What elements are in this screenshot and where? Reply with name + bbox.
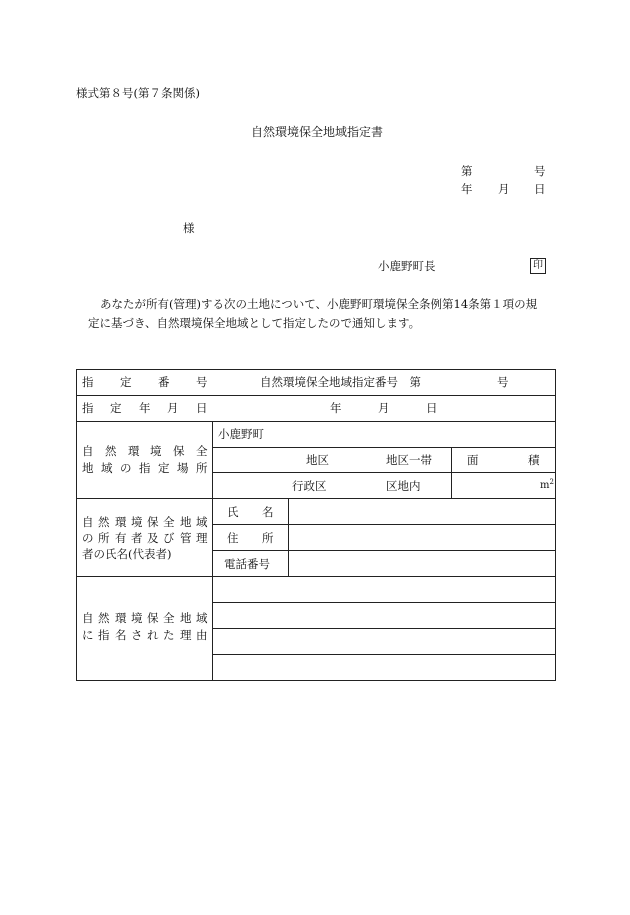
owner-name-label-1: 氏: [227, 505, 239, 519]
label-owner-1-1: 自: [82, 515, 94, 529]
label-designation-date-2: 定: [110, 401, 122, 415]
label-location-2-5: 定: [158, 461, 170, 475]
label-owner-1-3: 環: [115, 515, 127, 529]
label-owner-3: 者の氏名(代表者): [82, 547, 172, 561]
table-rule: [212, 602, 556, 603]
designation-date-year: 年: [330, 401, 342, 415]
body-text-line-2: 定に基づき、自然環境保全地域として指定したので通知します。: [88, 316, 421, 330]
owner-address-label-1: 住: [227, 531, 239, 545]
label-location-1-3: 環: [128, 444, 140, 458]
label-owner-1-4: 境: [131, 515, 143, 529]
town-name: 小鹿野町: [218, 427, 264, 441]
issuer-name: 小鹿野町長: [378, 259, 436, 273]
label-location-2-7: 所: [196, 461, 208, 475]
label-reason-1-6: 全: [163, 611, 175, 625]
owner-name-label-2: 名: [262, 505, 274, 519]
date-month: 月: [498, 182, 510, 196]
body-text-line-1: あなたが所有(管理)する次の土地について、小鹿野町環境保全条例第14条第１項の規: [100, 297, 538, 311]
area-unit-base: m: [540, 480, 550, 491]
label-reason-2-6: た: [163, 628, 175, 642]
label-location-1-6: 全: [196, 444, 208, 458]
table-rule: [76, 498, 556, 499]
label-owner-1-5: 保: [147, 515, 159, 529]
label-designation-number-1: 指: [82, 375, 94, 389]
table-rule: [212, 628, 556, 629]
label-reason-1-1: 自: [82, 611, 94, 625]
label-reason-1-2: 然: [98, 611, 110, 625]
table-border: [76, 369, 556, 370]
label-owner-2-8: 理: [196, 531, 208, 545]
district-area-label: 地区一帯: [386, 453, 432, 467]
label-location-1-4: 境: [150, 444, 162, 458]
label-location-2-3: の: [120, 461, 132, 475]
label-owner-2-5: 及: [147, 531, 159, 545]
admin-district-label: 行政区: [292, 479, 327, 493]
label-location-2-2: 域: [101, 461, 113, 475]
table-rule: [76, 395, 556, 396]
label-owner-2-7: 管: [180, 531, 192, 545]
table-border: [76, 680, 556, 681]
area-label-2: 積: [528, 453, 540, 467]
within-district-label: 区地内: [386, 479, 421, 493]
seal-stamp: 印: [530, 258, 546, 274]
area-unit-superscript: 2: [549, 478, 554, 486]
label-designation-date-3: 年: [139, 401, 151, 415]
label-owner-1-2: 然: [98, 515, 110, 529]
label-designation-number-4: 号: [196, 375, 208, 389]
label-reason-2-3: 名: [115, 628, 127, 642]
area-unit: [540, 479, 554, 493]
district-label: 地区: [306, 453, 329, 467]
label-reason-1-8: 域: [196, 611, 208, 625]
table-rule: [212, 524, 556, 525]
label-reason-2-4: さ: [131, 628, 143, 642]
label-location-2-1: 地: [82, 461, 94, 475]
label-designation-number-2: 定: [120, 375, 132, 389]
table-border: [555, 369, 556, 681]
label-designation-date-5: 日: [196, 401, 208, 415]
label-owner-2-6: び: [163, 531, 175, 545]
doc-number-suffix: 号: [534, 164, 546, 178]
label-owner-1-7: 地: [180, 515, 192, 529]
label-reason-1-7: 地: [180, 611, 192, 625]
label-reason-1-5: 保: [147, 611, 159, 625]
table-rule: [76, 576, 556, 577]
label-owner-1-6: 全: [163, 515, 175, 529]
designation-date-month: 月: [378, 401, 390, 415]
label-location-1-1: 自: [82, 444, 94, 458]
label-reason-2-5: れ: [147, 628, 159, 642]
label-owner-2-3: 有: [115, 531, 127, 545]
label-reason-2-1: に: [82, 628, 94, 642]
label-location-1-5: 保: [173, 444, 185, 458]
table-border: [76, 369, 77, 681]
label-designation-date-4: 月: [167, 401, 179, 415]
designation-number-suffix: 号: [497, 375, 509, 389]
table-rule: [212, 550, 556, 551]
label-owner-2-4: 者: [131, 531, 143, 545]
table-rule: [212, 654, 556, 655]
document-title: 自然環境保全地域指定書: [251, 125, 384, 139]
label-designation-number-3: 番: [158, 375, 170, 389]
label-location-2-6: 場: [177, 461, 189, 475]
label-designation-date-1: 指: [82, 401, 94, 415]
table-rule: [212, 472, 556, 473]
date-year: 年: [461, 182, 473, 196]
owner-address-label-2: 所: [262, 531, 274, 545]
table-rule: [288, 498, 289, 576]
table-rule: [451, 447, 452, 498]
owner-phone-label: 電話番号: [224, 557, 270, 571]
doc-number-prefix: 第: [461, 164, 473, 178]
label-reason-2-8: 由: [196, 628, 208, 642]
designation-number-prefix: 自然環境保全地域指定番号 第: [260, 375, 421, 389]
label-reason-1-4: 境: [131, 611, 143, 625]
date-day: 日: [534, 182, 546, 196]
designation-date-day: 日: [426, 401, 438, 415]
area-label-1: 面: [467, 453, 479, 467]
label-reason-1-3: 環: [115, 611, 127, 625]
label-location-2-4: 指: [139, 461, 151, 475]
table-rule: [212, 421, 213, 681]
addressee-suffix: 様: [183, 221, 195, 235]
label-owner-2-1: の: [82, 531, 94, 545]
table-rule: [76, 421, 556, 422]
label-owner-2-2: 所: [98, 531, 110, 545]
label-location-1-2: 然: [105, 444, 117, 458]
label-reason-2-7: 理: [180, 628, 192, 642]
form-number: 様式第８号(第７条関係): [76, 86, 200, 100]
label-reason-2-2: 指: [98, 628, 110, 642]
label-owner-1-8: 域: [196, 515, 208, 529]
table-rule: [212, 447, 556, 448]
